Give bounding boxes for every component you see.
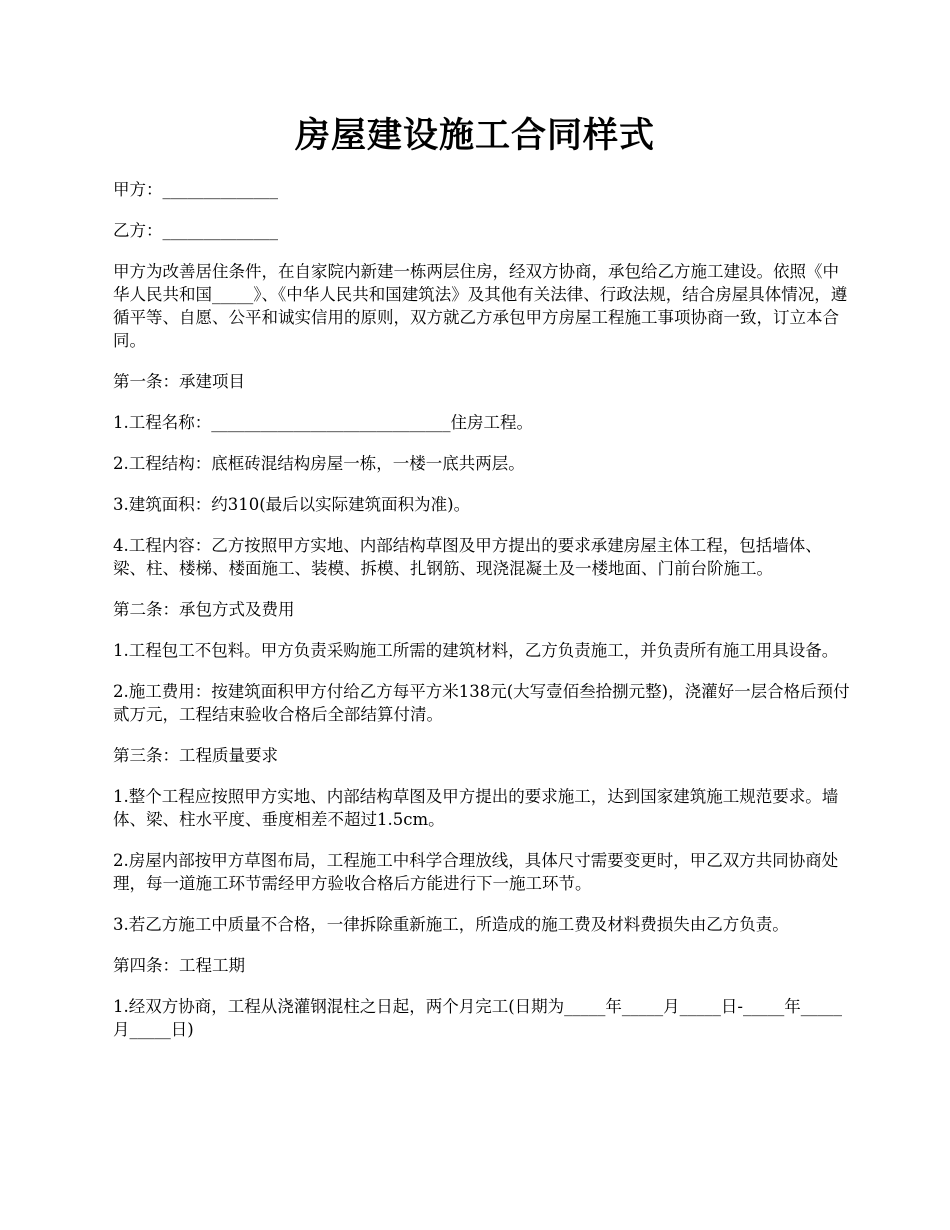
intro-paragraph: 甲方为改善居住条件，在自家院内新建一栋两层住房，经双方协商，承包给乙方施工建设。依照《中华人民共和国_____》、《中华人民共和国建筑法》及其他有关法律、行政法规，结合房屋具体情况，遵循平等、自愿、公平和诚实信用的原则，双方就乙方承包甲方房屋工程施工事项协商一致，订立本合同。 (113, 262, 848, 350)
article-3-heading: 第三条：工程质量要求 (113, 746, 278, 765)
article-2-item: 2.施工费用：按建筑面积甲方付给乙方每平方米138元(大写壹佰叁拾捌元整)，浇灌好一层合格后预付贰万元，工程结束验收合格后全部结算付清。 (113, 682, 850, 724)
document-title: 房屋建设施工合同样式 (294, 115, 655, 156)
party-b-line: 乙方：______________ (113, 221, 278, 240)
party-a-line: 甲方：______________ (113, 180, 278, 199)
article-2-heading: 第二条：承包方式及费用 (113, 600, 295, 619)
article-1-heading: 第一条：承建项目 (113, 372, 245, 391)
article-4-heading: 第四条：工程工期 (113, 956, 245, 975)
article-4-item: 1.经双方协商，工程从浇灌钢混柱之日起，两个月完工(日期为_____年_____月_____日-_____年_____月_____日) (113, 997, 843, 1039)
article-1-item: 3.建筑面积：约310(最后以实际建筑面积为准)。 (113, 495, 471, 514)
article-3-item: 3.若乙方施工中质量不合格，一律拆除重新施工，所造成的施工费及材料费损失由乙方负责。 (113, 915, 789, 934)
article-1-item: 4.工程内容：乙方按照甲方实地、内部结构草图及甲方提出的要求承建房屋主体工程，包括墙体、梁、柱、楼梯、楼面施工、装模、拆模、扎钢筋、现浇混凝土及一楼地面、门前台阶施工。 (113, 536, 822, 578)
article-3-item: 1.整个工程应按照甲方实地、内部结构草图及甲方提出的要求施工，达到国家建筑施工规范要求。墙体、梁、柱水平度、垂度相差不超过1.5cm。 (113, 787, 839, 829)
article-1-item: 2.工程结构：底框砖混结构房屋一栋，一楼一底共两层。 (113, 454, 525, 473)
article-1-item: 1.工程名称：_____________________________住房工程。 (113, 413, 533, 432)
document-body (113, 178, 853, 1059)
article-3-item: 2.房屋内部按甲方草图布局，工程施工中科学合理放线，具体尺寸需要变更时，甲乙双方共同协商处理，每一道施工环节需经甲方验收合格后方能进行下一施工环节。 (113, 851, 839, 893)
article-2-item: 1.工程包工不包料。甲方负责采购施工所需的建筑材料，乙方负责施工，并负责所有施工用具设备。 (113, 641, 839, 660)
